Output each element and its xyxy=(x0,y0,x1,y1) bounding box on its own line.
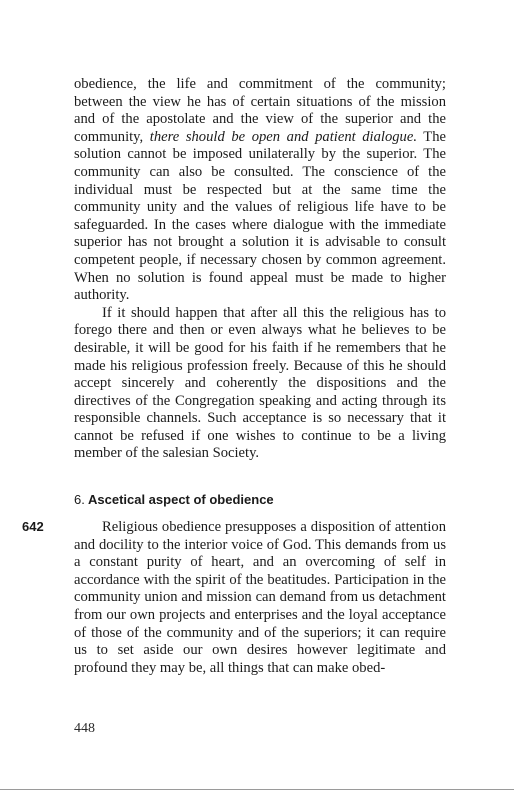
page-number: 448 xyxy=(74,721,95,736)
paragraph-acceptance: If it should happen that after all this the religious has to forego there and then or even always what he believes to be desirable, it will be good for his faith if he remembers that he made his religious profession freely. Because of this he should accept sincerely and coherently the dispositions and the directives of the Congregation speaking and acting through its responsible channels. Such acceptance is so necessary that it cannot be refused if one wishes to continue to be a living member of the salesian Society. xyxy=(74,304,446,462)
emphasis-text: there should be open and patient dialogue. xyxy=(149,128,417,145)
paragraph-ascetical: Religious obedience presupposes a disposition of attention and docility to the interior voice of God. This demands from us a constant purity of heart, and an overcoming of self in accordance with the spirit of the beatitudes. Participation in the community union and mission can demand from us detachment from our own projects and enterprises and the loyal acceptance of those of the community and of the superiors; it can require us to set aside our own desires however legitimate and profound they may be, all things that can make obed- xyxy=(74,519,446,676)
section-heading xyxy=(74,492,274,507)
section-title: Ascetical aspect of obedience xyxy=(87,492,274,507)
body-text-upper xyxy=(74,76,446,463)
margin-paragraph-number: 642 xyxy=(22,519,44,534)
section-number: 6. xyxy=(74,492,85,507)
page-edge-divider xyxy=(0,789,514,790)
paragraph-text: obedience, the life and commitment of the community; between the view he has of certain situations of the mission and of the apostolate and the view of the superior and the community, xyxy=(74,76,446,145)
paragraph-dialogue xyxy=(74,76,446,305)
body-text-lower xyxy=(74,519,446,677)
paragraph-text: The solution cannot be imposed unilaterally by the superior. The community can also be consulted. The conscience of the individual must be respected but at the same time the community unity and the values of religious life have to be safeguarded. In the cases where dialogue with the immediate superior has not brought a solution it is advisable to consult competent people, if necessary chosen by common agreement. When no solution is found appeal must be made to higher authority. xyxy=(74,128,447,304)
